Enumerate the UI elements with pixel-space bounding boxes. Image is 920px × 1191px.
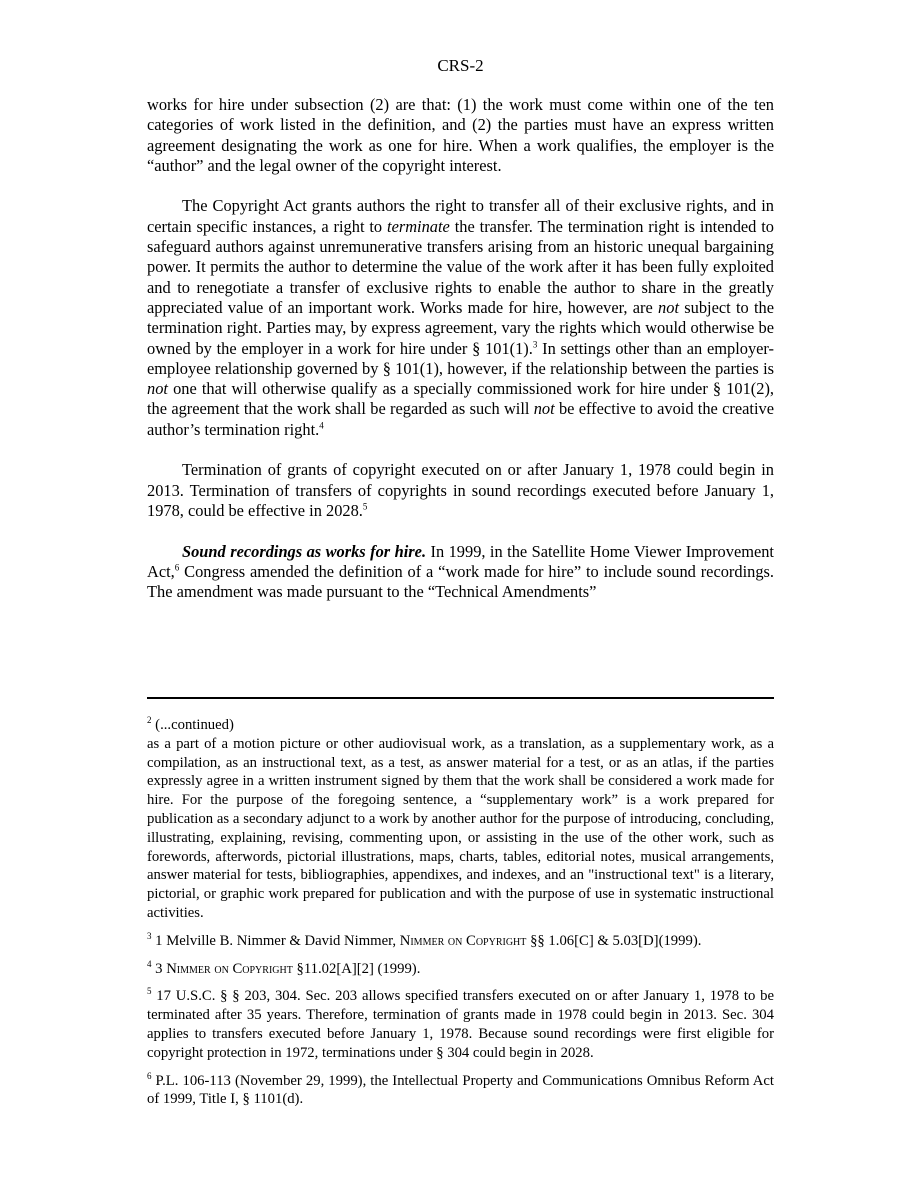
text-run: 1 Melville B. Nimmer & David Nimmer,: [151, 932, 400, 949]
text-run: Congress amended the definition of a “work made for hire” to include sound recordings. The amendment was made pursuant to the “Technical Amendments”: [147, 561, 774, 602]
treatise-title: Nimmer on Copyright: [166, 960, 293, 977]
footnote-ref-4[interactable]: 4: [319, 420, 324, 431]
paragraph-work-for-hire-requirements: works for hire under subsection (2) are that: (1) the work must come within one of the ten categories of work listed in the definition, and (2) the parties must have an express written agreement designating the work as one for hire. When a work qualifies, the employer is the “author” and the legal owner of the copyright interest.: [147, 95, 774, 175]
footnote-ref-6[interactable]: 6: [174, 562, 180, 573]
footnote-ref-3[interactable]: 3: [532, 339, 538, 350]
page-header: [147, 56, 774, 76]
text-run: Termination of grants of copyright executed on or after January 1, 1978 could begin in 2013. Termination of transfers of copyrights in sound recordings executed before January 1, 1978, could be effective in 2028.: [147, 460, 774, 520]
footnote-2: [147, 716, 774, 923]
footnote-ref-5[interactable]: 5: [362, 501, 368, 512]
text-run: the transfer. The termination right is intended to safeguard authors against unremunerative transfers arising from an historic unequal bargaining power. It permits the author to determine the value of the work after it has been fully exploited and to renegotiate a transfer of exclusive rights to enable the author to share in the greatly appreciated value of an important work. Works made for hire, however, are: [147, 216, 775, 317]
paragraph-sound-recordings: [147, 542, 774, 603]
footnote-marker-6: 6: [147, 1070, 152, 1081]
text-run: §11.02[A][2] (1999).: [292, 960, 421, 977]
section-heading-sound-recordings: Sound recordings as works for hire.: [182, 541, 427, 561]
text-run: The Copyright Act grants authors the right to transfer all of their exclusive rights, and in certain specific instances, a right to: [147, 196, 774, 236]
footnote-separator: [147, 697, 774, 699]
footnote-4: [147, 960, 774, 979]
treatise-title: Nimmer on Copyright: [399, 932, 527, 949]
footnote-6-text: P.L. 106-113 (November 29, 1999), the Intellectual Property and Communications Omnibus Reform Act of 1999, Title I, § 1101(d).: [147, 1072, 774, 1108]
footnote-marker-4: 4: [147, 958, 152, 969]
footnote-marker-2: 2: [147, 715, 152, 726]
text-run: one that will otherwise qualify as a specially commissioned work for hire under § 101(2), the agreement that the work shall be regarded as such will: [147, 379, 774, 419]
footnote-2-text: as a part of a motion picture or other audiovisual work, as a translation, as a supplementary work, as a compilation, as an instructional text, as a test, as answer material for a test, or as an atlas, if the parties expressly agree in a written instrument signed by them that the work shall be considered a work made for hire. For the purpose of the foregoing sentence, a “supplementary work” is a work prepared for publication as a secondary adjunct to a work by another author for the purpose of introducing, concluding, illustrating, explaining, revising, commenting upon, or assisting in the use of the other work, such as forewords, afterwords, pictorial illustrations, maps, charts, tables, editorial notes, musical arrangements, answer material for tests, bibliographies, appendixes, and indexes, and an "instructional text" is a literary, pictorial, or graphic work prepared for publication and with the purpose of use in systematic instructional activities.: [147, 735, 774, 921]
body-text: [147, 95, 774, 623]
continued-label: (...continued): [151, 717, 234, 733]
footnote-5: [147, 987, 774, 1062]
text-run: subject to the termination right. Parties may, by express agreement, vary the rights which would otherwise be owned by the employer in a work for hire under § 101(1).: [147, 297, 775, 358]
paragraph-termination-dates: [147, 460, 774, 521]
italic-not: not: [658, 297, 679, 317]
italic-not: not: [533, 399, 555, 419]
text-run: §§ 1.06[C] & 5.03[D](1999).: [526, 932, 702, 949]
footnote-2-continued-line: [147, 716, 774, 735]
text-run: In 1999, in the Satellite Home Viewer Improvement Act,: [147, 541, 774, 581]
footnotes: [147, 716, 774, 1118]
footnote-marker-3: 3: [147, 930, 152, 941]
footnote-6: [147, 1072, 774, 1110]
paragraph-termination-right: [147, 196, 774, 440]
footnote-5-text: 17 U.S.C. § § 203, 304. Sec. 203 allows specified transfers executed on or after January 1, 1978 to be terminated after 35 years. Therefore, termination of grants made in 1978 could begin in 2013. Sec. 304 applies to transfers executed before January 1, 1978. Because sound recordings were first eligible for copyright protection in 1972, terminations under § 304 could begin in 2028.: [147, 988, 774, 1061]
page-label: CRS-2: [437, 56, 484, 75]
text-run: 3: [151, 960, 167, 977]
text-run: In settings other than an employer-employee relationship governed by § 101(1), however, if the relationship between the parties is: [147, 338, 775, 378]
footnote-marker-5: 5: [147, 986, 152, 997]
italic-not: not: [147, 379, 168, 399]
italic-terminate: terminate: [387, 216, 450, 236]
footnote-3: [147, 932, 774, 951]
text-run: be effective to avoid the creative author’s termination right.: [147, 399, 774, 439]
